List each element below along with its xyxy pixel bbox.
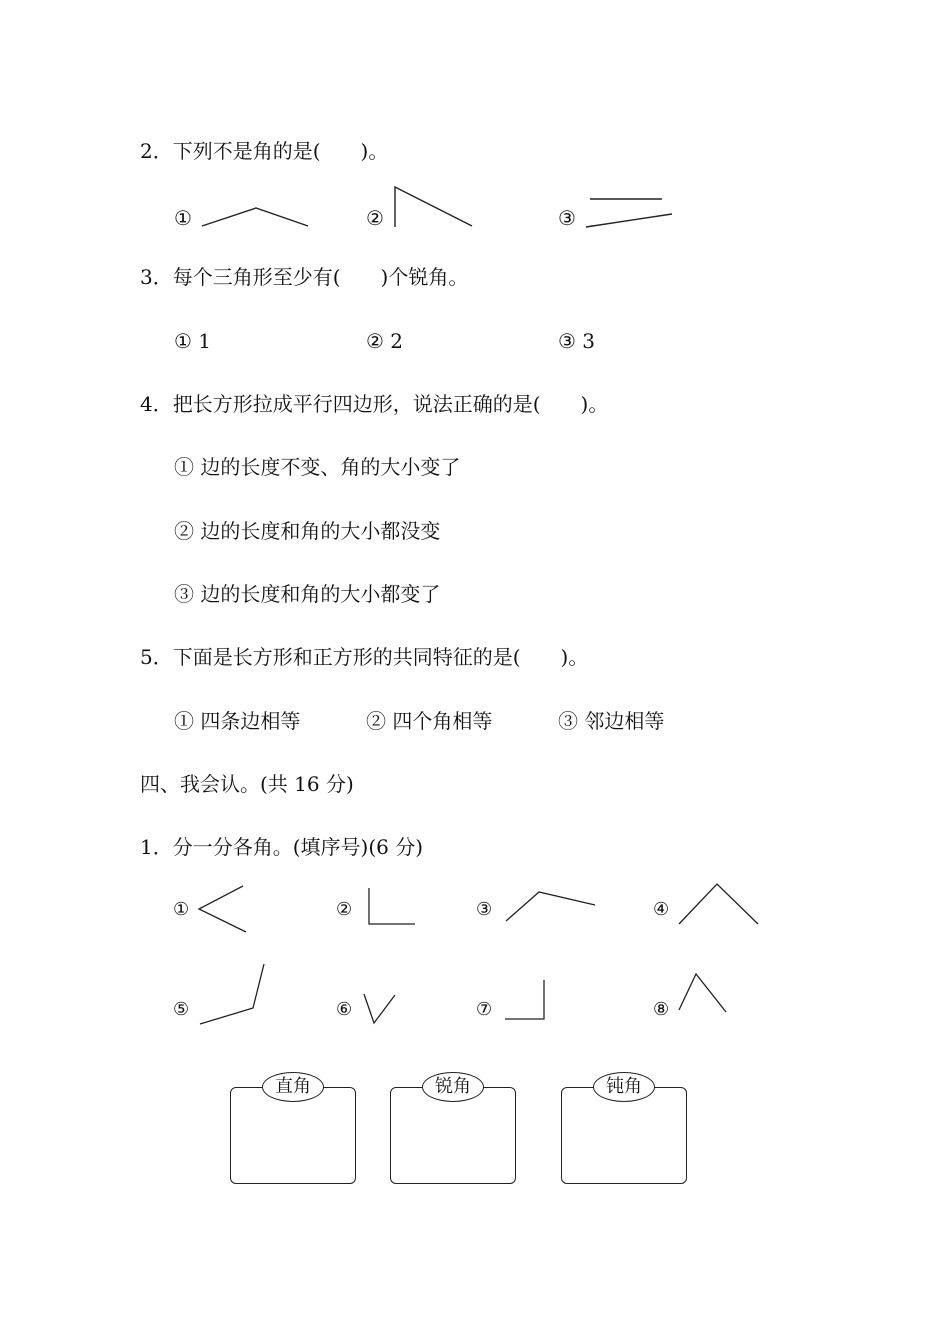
angle-2-figure	[365, 884, 425, 932]
angle-1-label: ①	[173, 899, 190, 920]
angle-6-figure	[361, 990, 401, 1030]
section4-q1-stem: 1．分一分各角。(填序号)(6 分)	[140, 835, 424, 859]
q5-option-2: ② 四个角相等	[366, 709, 493, 733]
q2-figure-3	[584, 192, 684, 232]
q5-option-1: ① 四条边相等	[174, 709, 301, 733]
angle-7-figure	[502, 976, 552, 1022]
q3-stem: 3．每个三角形至少有( )个锐角。	[140, 265, 469, 289]
q2-option-1-label: ①	[174, 206, 192, 230]
angle-1-figure	[195, 882, 255, 938]
q3-option-2: ② 2	[366, 329, 404, 353]
obtuse-angle-box-label: 钝角	[593, 1072, 655, 1102]
q4-stem: 4．把长方形拉成平行四边形，说法正确的是( )。	[140, 392, 609, 416]
section4-heading: 四、我会认。(共 16 分)	[140, 772, 354, 796]
angle-3-figure	[503, 888, 603, 928]
angle-3-label: ③	[476, 899, 493, 920]
q4-option-2: ② 边的长度和角的大小都没变	[174, 519, 441, 543]
q2-option-2-label: ②	[366, 206, 384, 230]
q3-option-3: ③ 3	[558, 329, 596, 353]
q4-option-1: ① 边的长度不变、角的大小变了	[174, 455, 461, 479]
angle-5-label: ⑤	[173, 999, 190, 1020]
angle-8-figure	[676, 970, 732, 1016]
angle-2-label: ②	[336, 899, 353, 920]
q2-stem: 2．下列不是角的是( )。	[140, 139, 389, 163]
q2-figure-1	[200, 200, 320, 240]
angle-4-figure	[676, 880, 766, 930]
q4-option-3: ③ 边的长度和角的大小都变了	[174, 582, 441, 606]
right-angle-box-label: 直角	[262, 1072, 324, 1102]
q2-option-3-label: ③	[558, 206, 576, 230]
acute-angle-box-label: 锐角	[422, 1072, 484, 1102]
angle-8-label: ⑧	[653, 999, 670, 1020]
angle-4-label: ④	[653, 899, 670, 920]
q2-figure-2	[390, 184, 480, 234]
q3-option-1: ① 1	[174, 329, 212, 353]
angle-6-label: ⑥	[336, 999, 353, 1020]
q5-option-3: ③ 邻边相等	[558, 709, 665, 733]
angle-7-label: ⑦	[476, 999, 493, 1020]
angle-5-figure	[197, 960, 272, 1028]
q5-stem: 5．下面是长方形和正方形的共同特征的是( )。	[140, 645, 589, 669]
